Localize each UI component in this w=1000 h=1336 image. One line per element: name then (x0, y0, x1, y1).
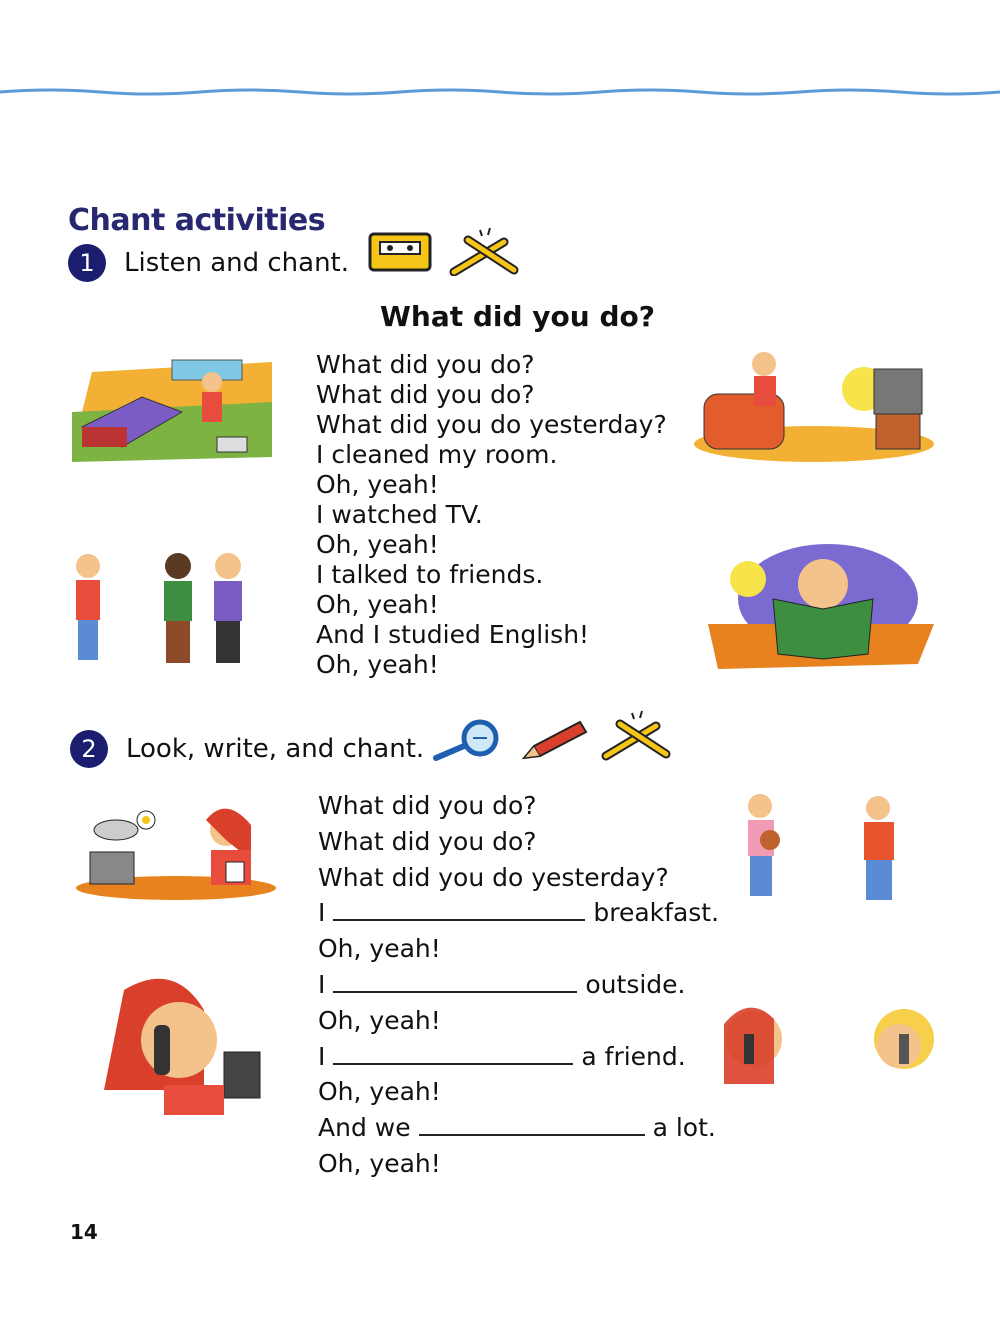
fill-in-line-a-lot (318, 1110, 719, 1146)
section-title: Chant activities (68, 203, 326, 238)
chant-line: What did you do yesterday? (316, 410, 667, 439)
cleaning-room-illustration (72, 352, 278, 464)
line-suffix: outside. (585, 969, 686, 999)
chant-lyrics (316, 350, 667, 680)
chant-line: What did you do? (316, 380, 535, 409)
page-number: 14 (70, 1220, 98, 1244)
chant-line: What did you do? (318, 791, 537, 820)
chant-line: And I studied English! (316, 620, 590, 649)
activity-1-header (68, 244, 349, 282)
chant-line: I watched TV. (316, 500, 483, 529)
line-prefix: And we (318, 1113, 411, 1143)
chant-line: What did you do yesterday? (318, 862, 669, 892)
chant-line: Oh, yeah! (318, 934, 441, 964)
chant-line: What did you do? (318, 826, 537, 856)
chant-line: Oh, yeah! (318, 1005, 441, 1035)
watching-tv-illustration (694, 344, 944, 468)
cassette-icon (368, 232, 432, 272)
chant-sticks-icon (600, 710, 672, 762)
magnifier-icon (430, 718, 506, 764)
activity-1-number: 1 (68, 244, 106, 282)
fill-in-line-breakfast (318, 895, 719, 931)
answer-blank[interactable] (419, 1133, 645, 1136)
fill-in-line-outside (318, 967, 719, 1003)
top-wavy-divider (0, 82, 1000, 102)
talking-friends-illustration (68, 546, 282, 670)
cooking-breakfast-illustration (76, 800, 280, 900)
activity-2-header (70, 730, 424, 768)
activity-1-instruction: Listen and chant. (124, 248, 350, 278)
chant-line: Oh, yeah! (316, 470, 439, 499)
studying-english-illustration (698, 544, 934, 674)
chant-line: I talked to friends. (316, 560, 544, 589)
write-and-chant-lyrics (318, 788, 719, 1182)
line-suffix: a lot. (652, 1113, 716, 1143)
playing-outside-illustration (730, 790, 940, 910)
fill-in-line-friend (318, 1039, 719, 1075)
chant-title: What did you do? (380, 300, 655, 333)
chant-line: Oh, yeah! (316, 650, 439, 679)
activity-2-instruction: Look, write, and chant. (126, 734, 425, 764)
activity-2-number: 2 (70, 730, 108, 768)
line-suffix: a friend. (581, 1041, 686, 1071)
chant-line: Oh, yeah! (316, 530, 439, 559)
chant-line: Oh, yeah! (318, 1077, 441, 1107)
answer-blank[interactable] (333, 990, 577, 993)
chant-line: Oh, yeah! (316, 590, 439, 619)
phone-call-illustration (84, 970, 264, 1120)
line-prefix: I (318, 898, 326, 928)
line-prefix: I (318, 1041, 326, 1071)
answer-blank[interactable] (333, 1062, 573, 1065)
chant-line: What did you do? (316, 350, 535, 379)
chant-line: I cleaned my room. (316, 440, 558, 469)
answer-blank[interactable] (333, 918, 585, 921)
line-prefix: I (318, 969, 326, 999)
chant-line: Oh, yeah! (318, 1148, 441, 1178)
chant-sticks-icon (448, 228, 520, 276)
friends-on-phone-illustration (704, 994, 956, 1094)
line-suffix: breakfast. (593, 898, 720, 928)
pencil-icon (520, 718, 590, 762)
